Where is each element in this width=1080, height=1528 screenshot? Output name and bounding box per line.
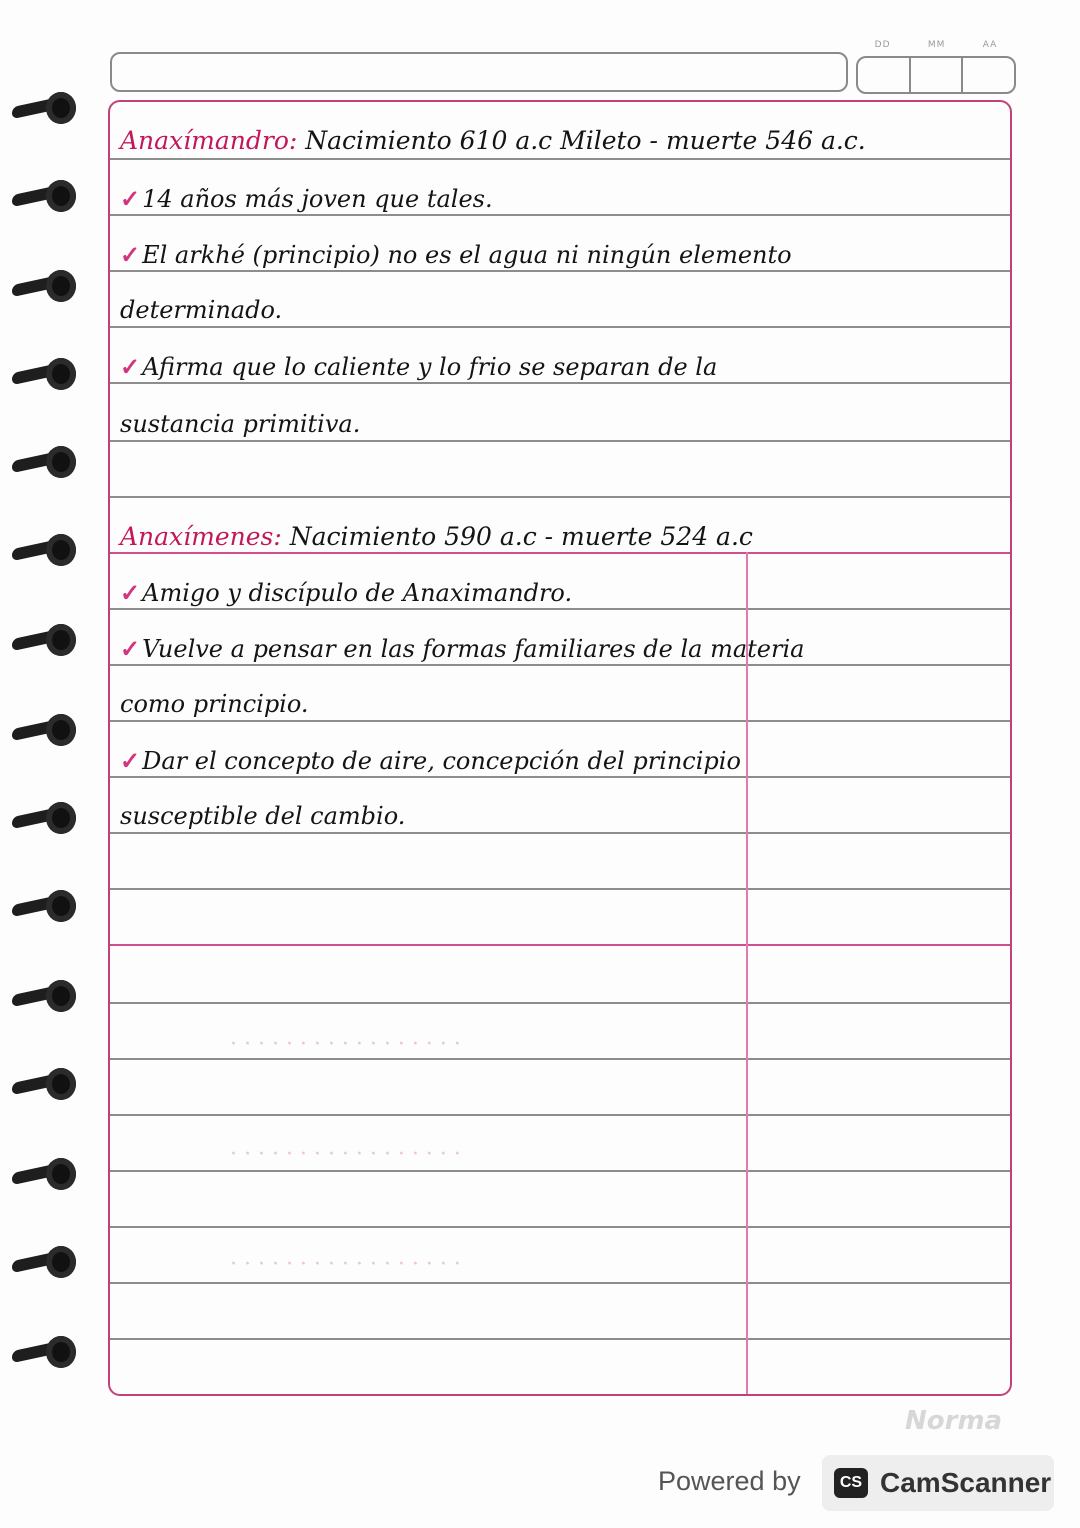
check-mark-icon: ✓ xyxy=(120,746,141,775)
date-year-cell xyxy=(963,58,1014,92)
anaximenes-item-3 xyxy=(120,746,1002,775)
spiral-ring-icon xyxy=(12,800,76,838)
anaximenes-item-2-text: Vuelve a pensar en las formas familiares de la materia xyxy=(142,635,805,663)
spiral-ring-icon xyxy=(12,888,76,926)
section-divider xyxy=(110,944,1010,946)
spiral-ring-icon xyxy=(12,532,76,570)
camscanner-logo-icon: CS xyxy=(834,1468,868,1498)
anaximandro-item-2-continued: determinado. xyxy=(120,296,283,324)
powered-by-text: Powered by xyxy=(658,1466,801,1496)
ruled-line xyxy=(110,1338,1010,1340)
anaximenes-item-2 xyxy=(120,634,1002,663)
date-labels xyxy=(856,40,1016,54)
ruled-line xyxy=(110,720,1010,722)
date-label-month: MM xyxy=(927,40,946,50)
title-field xyxy=(110,52,848,92)
ruled-line xyxy=(110,1170,1010,1172)
ruled-line xyxy=(110,608,1010,610)
ruled-line xyxy=(110,1002,1010,1004)
camscanner-badge xyxy=(822,1455,1054,1511)
ruled-line xyxy=(110,382,1010,384)
anaximandro-heading: Anaxímandro: xyxy=(120,126,298,155)
ruled-line xyxy=(110,776,1010,778)
anaximenes-title-line xyxy=(120,522,1002,551)
spiral-ring-icon xyxy=(12,178,76,216)
show-through-text: · · · · · · · · · · · · · · · · · xyxy=(230,1252,461,1277)
ruled-line xyxy=(110,1282,1010,1284)
ruled-line xyxy=(110,326,1010,328)
anaximenes-item-3-continued: susceptible del cambio. xyxy=(120,802,406,830)
anaximenes-item-3-text: Dar el concepto de aire, concepción del principio xyxy=(142,747,741,775)
anaximandro-item-1-text: 14 años más joven que tales. xyxy=(142,185,493,213)
date-label-day: DD xyxy=(874,40,891,50)
check-mark-icon: ✓ xyxy=(120,184,141,213)
anaximandro-item-3 xyxy=(120,352,1002,381)
date-month-cell xyxy=(911,58,964,92)
spiral-ring-icon xyxy=(12,712,76,750)
spiral-ring-icon xyxy=(12,1334,76,1372)
anaximandro-item-1 xyxy=(120,184,1002,213)
ruled-line xyxy=(110,1058,1010,1060)
anaximenes-dates: Nacimiento 590 a.c - muerte 524 a.c xyxy=(281,522,753,551)
ruled-line xyxy=(110,1114,1010,1116)
spiral-ring-icon xyxy=(12,1156,76,1194)
ruled-line xyxy=(110,664,1010,666)
date-field xyxy=(856,56,1016,94)
spiral-ring-icon xyxy=(12,1066,76,1104)
anaximenes-item-1 xyxy=(120,578,1002,607)
margin-line xyxy=(746,552,748,1394)
ruled-line xyxy=(110,214,1010,216)
show-through-text: · · · · · · · · · · · · · · · · · xyxy=(230,1142,461,1167)
anaximenes-heading: Anaxímenes: xyxy=(120,522,282,551)
spiral-ring-icon xyxy=(12,622,76,660)
ruled-line xyxy=(110,832,1010,834)
anaximenes-item-1-text: Amigo y discípulo de Anaximandro. xyxy=(142,579,573,607)
anaximandro-item-3-continued: sustancia primitiva. xyxy=(120,410,361,438)
date-day-cell xyxy=(858,58,911,92)
section-divider xyxy=(110,552,1010,554)
date-label-year: AA xyxy=(982,40,998,50)
check-mark-icon: ✓ xyxy=(120,352,141,381)
anaximandro-item-3-text: Afirma que lo caliente y lo frio se separan de la xyxy=(142,353,718,381)
check-mark-icon: ✓ xyxy=(120,578,141,607)
ruled-sheet xyxy=(108,100,1012,1396)
show-through-text: · · · · · · · · · · · · · · · · · xyxy=(230,1032,461,1057)
anaximandro-title-line xyxy=(120,126,1002,155)
spiral-ring-icon xyxy=(12,90,76,128)
ruled-line xyxy=(110,158,1010,160)
spiral-ring-icon xyxy=(12,1244,76,1282)
ruled-line xyxy=(110,1226,1010,1228)
notebook-brand-logo: Norma xyxy=(905,1406,1003,1436)
spiral-ring-icon xyxy=(12,356,76,394)
ruled-line xyxy=(110,440,1010,442)
anaximenes-item-2-continued: como principio. xyxy=(120,690,309,718)
spiral-ring-icon xyxy=(12,444,76,482)
check-mark-icon: ✓ xyxy=(120,240,141,269)
check-mark-icon: ✓ xyxy=(120,634,141,663)
camscanner-name: CamScanner xyxy=(880,1467,1052,1498)
spiral-ring-icon xyxy=(12,978,76,1016)
anaximandro-item-2 xyxy=(120,240,1002,269)
ruled-line xyxy=(110,496,1010,498)
spiral-ring-icon xyxy=(12,268,76,306)
anaximandro-dates: Nacimiento 610 a.c Mileto - muerte 546 a.c. xyxy=(297,126,866,155)
ruled-line xyxy=(110,888,1010,890)
anaximandro-item-2-text: El arkhé (principio) no es el agua ni ningún elemento xyxy=(142,241,792,269)
ruled-line xyxy=(110,270,1010,272)
